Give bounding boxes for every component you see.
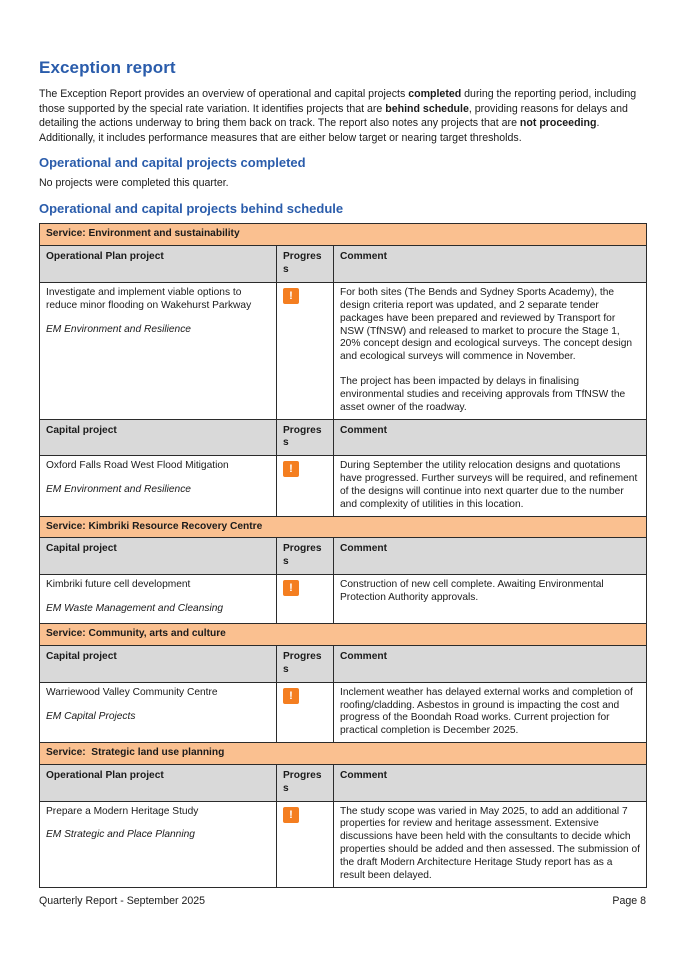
- project-owner: EM Strategic and Place Planning: [46, 829, 195, 841]
- exception-table-body: [40, 224, 647, 887]
- intro-paragraph: [39, 87, 646, 145]
- comment-cell: [334, 282, 647, 419]
- comment-cell: [334, 801, 647, 887]
- comment-cell: [334, 682, 647, 742]
- page-content: [39, 58, 646, 888]
- comment-column-header: Comment: [334, 419, 647, 456]
- project-column-header: Operational Plan project: [40, 764, 277, 801]
- comment-paragraph: Construction of new cell complete. Awaiting Environmental Protection Authority approvals.: [340, 579, 604, 603]
- warning-exclamation-icon: !: [283, 580, 299, 596]
- section-heading-projects-completed: Operational and capital projects completed: [39, 155, 306, 171]
- comment-column-header: Comment: [334, 538, 647, 575]
- intro-text: , providing reasons for delays and detailing the actions underway to bring them back on track. The report also notes any projects that are: [39, 102, 628, 130]
- progress-cell: [277, 456, 334, 516]
- intro-text: during the reporting period, including those supported by the special rate variation. It identifies projects that are: [39, 88, 637, 115]
- progress-cell: [277, 575, 334, 624]
- projects-completed-body: No projects were completed this quarter.: [39, 177, 229, 190]
- section-heading-projects-behind-schedule: Operational and capital projects behind schedule: [39, 201, 344, 217]
- column-header-row: [40, 419, 647, 456]
- exception-table: [39, 223, 647, 887]
- intro-text: . Additionally, it includes performance measures that are either below target or nearing target thresholds.: [39, 117, 600, 144]
- warning-exclamation-icon: !: [283, 288, 299, 304]
- comment-column-header: Comment: [334, 246, 647, 283]
- footer-page-number: Page 8: [612, 895, 646, 907]
- project-row: [40, 801, 647, 887]
- comment-paragraph: During September the utility relocation designs and quotations have progressed. Further surveys will be required, and refinement of the designs will continue into next quarter due to the number and complexity of utilities in this location.: [340, 460, 638, 510]
- project-owner: EM Environment and Resilience: [46, 323, 191, 335]
- intro-bold-text: completed: [408, 88, 462, 100]
- progress-cell: [277, 282, 334, 419]
- project-cell: [40, 456, 277, 516]
- column-header-row: [40, 538, 647, 575]
- project-row: [40, 575, 647, 624]
- project-column-header: Capital project: [40, 538, 277, 575]
- comment-column-header: Comment: [334, 646, 647, 683]
- intro-bold-text: not proceeding: [519, 117, 597, 130]
- service-header-row: [40, 743, 647, 765]
- project-column-header: Operational Plan project: [40, 246, 277, 283]
- service-header-row: [40, 516, 647, 538]
- page-title: Exception report: [39, 58, 176, 77]
- service-header-label: Service: Community, arts and culture: [40, 624, 647, 646]
- project-name: Oxford Falls Road West Flood Mitigation: [46, 460, 229, 472]
- service-header-label: Service: Strategic land use planning: [40, 743, 647, 765]
- column-header-row: [40, 246, 647, 283]
- project-cell: [40, 682, 277, 742]
- progress-cell: [277, 801, 334, 887]
- warning-exclamation-icon: !: [283, 461, 299, 477]
- intro-text: The Exception Report provides an overview of operational and capital projects: [39, 88, 409, 100]
- project-owner: EM Waste Management and Cleansing: [46, 603, 224, 614]
- project-name: Kimbriki future cell development: [46, 579, 191, 591]
- comment-paragraph: The study scope was varied in May 2025, to add an additional 7 properties for review and heritage assessment. Extensive discussions have been held with the consultants to decide which properties should be added and then assessed. The submission of the draft Modern Architecture Heritage Study report has as a result been delayed.: [340, 805, 640, 881]
- progress-column-header: Progress: [277, 764, 334, 801]
- warning-exclamation-icon: !: [283, 807, 299, 823]
- progress-column-header: Progress: [277, 419, 334, 456]
- footer-report-title: Quarterly Report - September 2025: [39, 895, 206, 907]
- project-name: Investigate and implement viable options to reduce minor flooding on Wakehurst Parkway: [46, 286, 252, 311]
- project-row: [40, 282, 647, 419]
- comment-paragraph: For both sites (The Bends and Sydney Sports Academy), the design criteria report was updated, and 2 separate tender packages have been prepared and reviewed by Transport for NSW (TfNSW) and released to market to procure the Stage 1, 20% concept design and ecological surveys. The concept design and ecological surveys will commence in November.: [340, 286, 633, 363]
- comment-column-header: Comment: [334, 764, 647, 801]
- project-cell: [40, 801, 277, 887]
- project-column-header: Capital project: [40, 419, 277, 456]
- service-header-label: Service: Environment and sustainability: [40, 224, 647, 246]
- project-row: [40, 456, 647, 516]
- comment-paragraph: Inclement weather has delayed external works and completion of roofing/cladding. Asbestos in ground is impacting the cost and progress of the Boondah Road works. Current projection for practical completion is December 2025.: [340, 686, 633, 737]
- project-cell: [40, 575, 277, 624]
- project-name: Prepare a Modern Heritage Study: [46, 805, 199, 817]
- service-header-row: [40, 624, 647, 646]
- page-footer: [39, 895, 646, 907]
- service-header-row: [40, 224, 647, 246]
- project-name: Warriewood Valley Community Centre: [46, 686, 218, 698]
- project-column-header: Capital project: [40, 646, 277, 683]
- intro-bold-text: behind schedule: [385, 102, 469, 115]
- project-owner: EM Capital Projects: [46, 710, 136, 722]
- progress-column-header: Progress: [277, 646, 334, 683]
- column-header-row: [40, 646, 647, 683]
- progress-column-header: Progress: [277, 538, 334, 575]
- column-header-row: [40, 764, 647, 801]
- warning-exclamation-icon: !: [283, 688, 299, 704]
- project-row: [40, 682, 647, 742]
- service-header-label: Service: Kimbriki Resource Recovery Centre: [40, 516, 647, 538]
- comment-paragraph: The project has been impacted by delays in finalising environmental studies and receiving approvals from TfNSW the asset owner of the roadway.: [340, 376, 626, 413]
- comment-cell: [334, 456, 647, 516]
- progress-column-header: Progress: [277, 246, 334, 283]
- progress-cell: [277, 682, 334, 742]
- project-owner: EM Environment and Resilience: [46, 484, 191, 496]
- project-cell: [40, 282, 277, 419]
- comment-cell: [334, 575, 647, 624]
